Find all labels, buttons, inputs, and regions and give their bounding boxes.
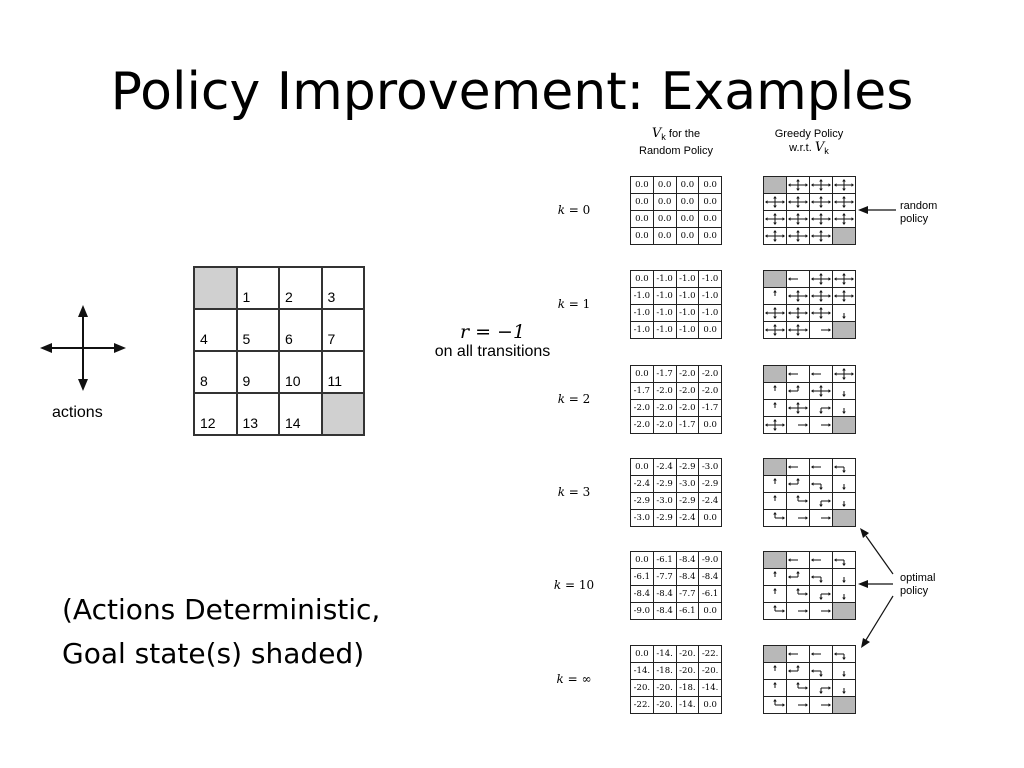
value-cell: -1.0 xyxy=(653,305,676,322)
value-cell: -14. xyxy=(676,697,699,714)
value-cell: -9.0 xyxy=(631,603,654,620)
value-cell: -2.0 xyxy=(699,383,722,400)
policy-header-line-1: Greedy Policy xyxy=(774,128,844,140)
value-cell: -8.4 xyxy=(699,569,722,586)
value-cell: 0.0 xyxy=(631,177,654,194)
value-cell: 0.0 xyxy=(653,228,676,245)
value-cell: -1.0 xyxy=(631,288,654,305)
state-cell: 14 xyxy=(279,393,322,435)
equals-sign: = xyxy=(561,578,579,592)
value-cell: -1.0 xyxy=(676,271,699,288)
value-header-line-1: for the xyxy=(665,128,701,140)
value-cell: -1.0 xyxy=(676,305,699,322)
actions-label: actions xyxy=(52,404,103,421)
iteration-k-value: 0 xyxy=(582,203,591,217)
value-cell: -1.0 xyxy=(631,322,654,339)
value-cell: -18. xyxy=(676,680,699,697)
slide-title: Policy Improvement: Examples xyxy=(110,62,914,122)
value-cell: -6.1 xyxy=(699,586,722,603)
value-cell: 0.0 xyxy=(676,228,699,245)
value-cell: -2.9 xyxy=(699,476,722,493)
state-cell: 13 xyxy=(237,393,280,435)
value-cell: -7.7 xyxy=(653,569,676,586)
value-cell: -2.0 xyxy=(631,417,654,434)
state-cell: 7 xyxy=(322,309,365,351)
value-cell: -2.0 xyxy=(676,383,699,400)
value-cell: -2.9 xyxy=(676,459,699,476)
value-cell: -6.1 xyxy=(631,569,654,586)
value-cell: -1.0 xyxy=(631,305,654,322)
value-cell: -20. xyxy=(676,663,699,680)
state-cell: 2 xyxy=(279,267,322,309)
value-cell: -2.4 xyxy=(699,493,722,510)
value-cell: -22. xyxy=(699,646,722,663)
random-policy-pointer xyxy=(858,206,896,214)
value-cell: -2.0 xyxy=(653,400,676,417)
value-cell: 0.0 xyxy=(676,211,699,228)
value-cell: 0.0 xyxy=(699,697,722,714)
footnote-line-2: Goal state(s) shaded) xyxy=(62,637,365,670)
iteration-k-value: 1 xyxy=(582,297,591,311)
value-cell: -1.7 xyxy=(676,417,699,434)
state-cell: 9 xyxy=(237,351,280,393)
value-cell: -1.0 xyxy=(699,271,722,288)
optimal-policy-label-line-1: optimal xyxy=(900,572,936,584)
random-policy-label-line-1: random xyxy=(900,200,938,212)
value-cell: 0.0 xyxy=(631,459,654,476)
k-symbol: k xyxy=(556,672,564,686)
value-cell: -9.0 xyxy=(699,552,722,569)
value-cell: -1.7 xyxy=(699,400,722,417)
value-cell: 0.0 xyxy=(699,228,722,245)
value-cell: 0.0 xyxy=(699,177,722,194)
value-cell: -22. xyxy=(631,697,654,714)
state-cell: 11 xyxy=(322,351,365,393)
value-cell: 0.0 xyxy=(699,322,722,339)
optimal-policy-pointer-down xyxy=(861,596,893,648)
value-cell: -1.0 xyxy=(653,271,676,288)
value-cell: -2.9 xyxy=(653,510,676,527)
value-cell: 0.0 xyxy=(653,194,676,211)
value-cell: -2.0 xyxy=(653,417,676,434)
state-cell: 5 xyxy=(237,309,280,351)
value-cell: -2.0 xyxy=(631,400,654,417)
value-cell: -3.0 xyxy=(676,476,699,493)
value-cell: 0.0 xyxy=(653,177,676,194)
value-cell: 0.0 xyxy=(676,194,699,211)
value-cell: -2.0 xyxy=(653,383,676,400)
value-cell: -1.0 xyxy=(699,288,722,305)
value-cell: -8.4 xyxy=(653,586,676,603)
iteration-k-value: 2 xyxy=(582,392,591,406)
value-cell: -1.0 xyxy=(699,305,722,322)
equals-sign: = xyxy=(564,485,583,499)
value-cell: -3.0 xyxy=(653,493,676,510)
value-cell: -20. xyxy=(676,646,699,663)
value-cell: 0.0 xyxy=(631,552,654,569)
policy-header-line-2: w.r.t. xyxy=(789,142,815,154)
value-cell: 0.0 xyxy=(699,417,722,434)
optimal-policy-pointer-up xyxy=(860,528,893,574)
state-cell: 6 xyxy=(279,309,322,351)
k-symbol: k xyxy=(557,392,565,406)
value-cell: -20. xyxy=(699,663,722,680)
k-symbol: k xyxy=(557,203,565,217)
value-cell: -18. xyxy=(653,663,676,680)
equals-sign: = xyxy=(564,297,583,311)
value-cell: -3.0 xyxy=(631,510,654,527)
reward-equation: r = −1 xyxy=(459,321,526,343)
value-cell: -8.4 xyxy=(676,569,699,586)
footnote-line-1: (Actions Deterministic, xyxy=(62,593,381,626)
iteration-k-value: ∞ xyxy=(581,672,592,686)
policy-vk-subscript: k xyxy=(824,146,829,157)
value-cell: -8.4 xyxy=(631,586,654,603)
vk-subscript: k xyxy=(661,132,666,143)
value-cell: -6.1 xyxy=(676,603,699,620)
value-cell: -20. xyxy=(653,697,676,714)
value-cell: -8.4 xyxy=(653,603,676,620)
value-cell: -2.0 xyxy=(676,400,699,417)
value-cell: -2.4 xyxy=(676,510,699,527)
value-cell: 0.0 xyxy=(699,211,722,228)
state-cell: 3 xyxy=(322,267,365,309)
k-symbol: k xyxy=(557,485,565,499)
value-cell: -7.7 xyxy=(676,586,699,603)
random-policy-label-line-2: policy xyxy=(900,213,929,225)
state-cell: 4 xyxy=(194,309,237,351)
value-cell: 0.0 xyxy=(699,194,722,211)
optimal-policy-label-line-2: policy xyxy=(900,585,929,597)
value-cell: -3.0 xyxy=(699,459,722,476)
value-cell: 0.0 xyxy=(699,603,722,620)
value-cell: 0.0 xyxy=(676,177,699,194)
value-cell: -8.4 xyxy=(676,552,699,569)
value-cell: 0.0 xyxy=(631,366,654,383)
k-symbol: k xyxy=(557,297,565,311)
value-cell: -20. xyxy=(631,680,654,697)
value-header-line-2: Random Policy xyxy=(639,145,713,158)
value-cell: -2.0 xyxy=(699,366,722,383)
state-cell: 1 xyxy=(237,267,280,309)
value-cell: 0.0 xyxy=(699,510,722,527)
value-cell: -2.4 xyxy=(653,459,676,476)
vk-symbol: V xyxy=(651,126,662,141)
value-cell: -14. xyxy=(699,680,722,697)
policy-vk-symbol: V xyxy=(814,140,825,155)
value-cell: 0.0 xyxy=(631,646,654,663)
value-cell: 0.0 xyxy=(631,228,654,245)
value-cell: -1.0 xyxy=(653,322,676,339)
value-cell: -1.7 xyxy=(653,366,676,383)
equals-sign: = xyxy=(563,672,582,686)
value-cell: -1.0 xyxy=(653,288,676,305)
value-cell: -6.1 xyxy=(653,552,676,569)
value-cell: 0.0 xyxy=(631,194,654,211)
value-cell: -14. xyxy=(631,663,654,680)
k-symbol: k xyxy=(553,578,562,592)
value-cell: -2.0 xyxy=(676,366,699,383)
value-cell: -2.9 xyxy=(631,493,654,510)
reward-text: on all transitions xyxy=(434,343,551,360)
value-cell: -1.0 xyxy=(676,288,699,305)
value-cell: 0.0 xyxy=(653,211,676,228)
value-cell: -1.0 xyxy=(676,322,699,339)
value-cell: -2.4 xyxy=(631,476,654,493)
optimal-policy-pointer-mid xyxy=(858,580,893,588)
equals-sign: = xyxy=(564,392,583,406)
value-cell: 0.0 xyxy=(631,211,654,228)
state-cell: 12 xyxy=(194,393,237,435)
iteration-k-value: 10 xyxy=(578,578,595,592)
state-cell: 8 xyxy=(194,351,237,393)
iteration-k-value: 3 xyxy=(582,485,591,499)
value-cell: -20. xyxy=(653,680,676,697)
value-cell: -2.9 xyxy=(676,493,699,510)
value-cell: 0.0 xyxy=(631,271,654,288)
state-cell: 10 xyxy=(279,351,322,393)
equals-sign: = xyxy=(564,203,583,217)
value-cell: -1.7 xyxy=(631,383,654,400)
value-cell: -14. xyxy=(653,646,676,663)
value-cell: -2.9 xyxy=(653,476,676,493)
